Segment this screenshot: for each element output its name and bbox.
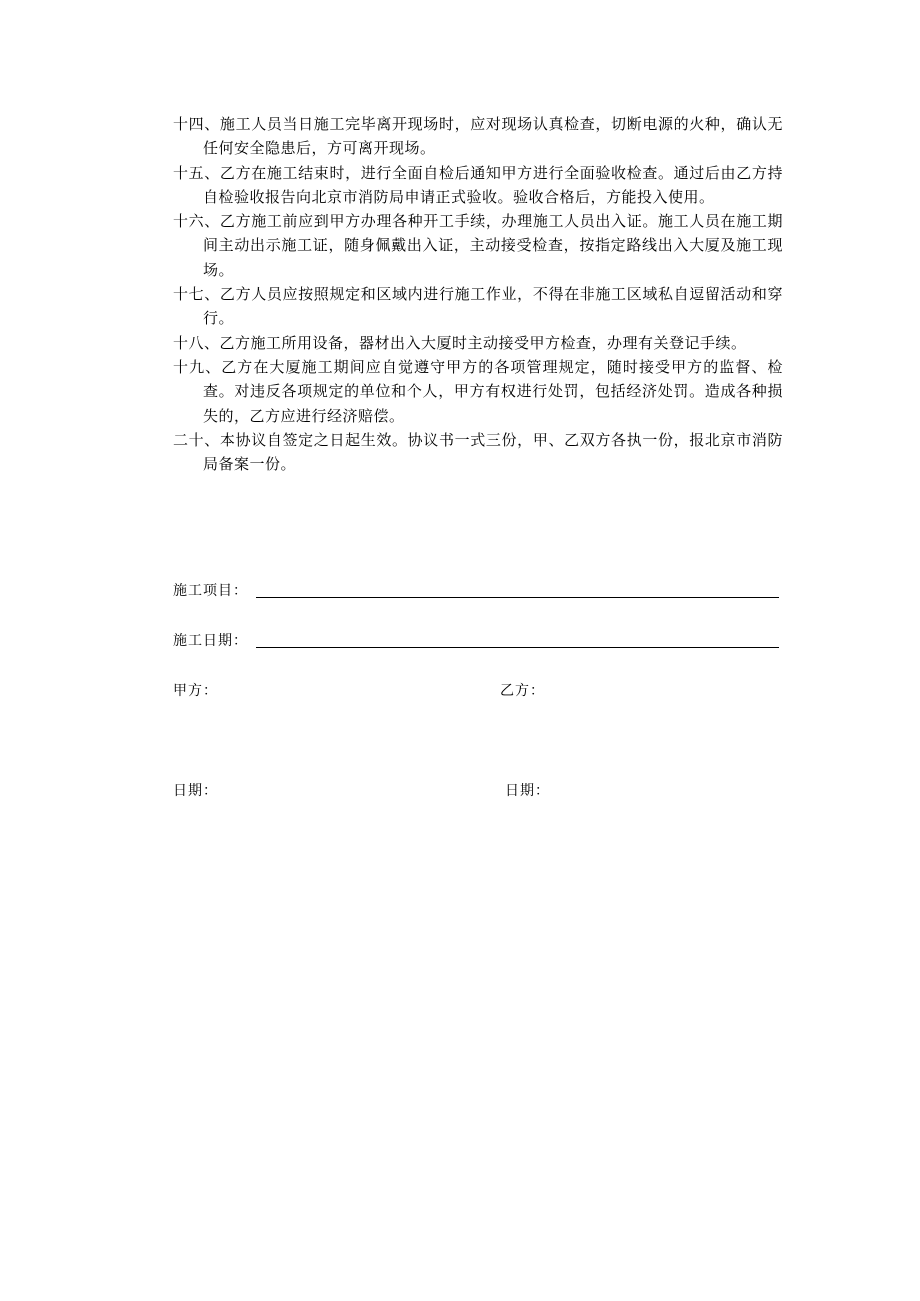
construction-date-field [173,630,779,650]
clause-14: 十四、施工人员当日施工完毕离开现场时，应对现场认真检查，切断电源的火种，确认无任何安全隐患后，方可离开现场。 [173,115,783,158]
party-b-label: 乙方： [500,683,545,699]
party-a-date-label: 日期： [173,783,218,799]
clause-20: 二十、本协议自签定之日起生效。协议书一式三份，甲、乙双方各执一份，报北京市消防局备案一份。 [173,430,783,474]
clause-19: 十九、乙方在大厦施工期间应自觉遵守甲方的各项管理规定，随时接受甲方的监督、检查。对违反各项规定的单位和个人，甲方有权进行处罚，包括经济处罚。造成各种损失的，乙方应进行经济赔偿。 [173,357,783,425]
clause-18: 十八、乙方施工所用设备，器材出入大厦时主动接受甲方检查，办理有关登记手续。 [173,333,747,352]
party-b-date-label: 日期： [505,783,550,799]
construction-date-label: 施工日期： [173,633,248,649]
clause-16: 十六、乙方施工前应到甲方办理各种开工手续，办理施工人员出入证。施工人员在施工期间主动出示施工证，随身佩戴出入证，主动接受检查，按指定路线出入大厦及施工现场。 [173,212,783,279]
clause-17: 十七、乙方人员应按照规定和区域内进行施工作业，不得在非施工区域私自逗留活动和穿行。 [173,285,783,328]
party-a-label: 甲方： [173,683,218,699]
project-label: 施工项目： [173,583,248,599]
construction-date-blank-line[interactable] [256,646,779,648]
clause-list [173,112,783,476]
project-blank-line[interactable] [256,596,779,598]
project-field [173,580,779,600]
clause-15: 十五、乙方在施工结束时，进行全面自检后通知甲方进行全面验收检查。通过后由乙方持自检验收报告向北京市消防局申请正式验收。验收合格后，方能投入使用。 [173,163,783,206]
